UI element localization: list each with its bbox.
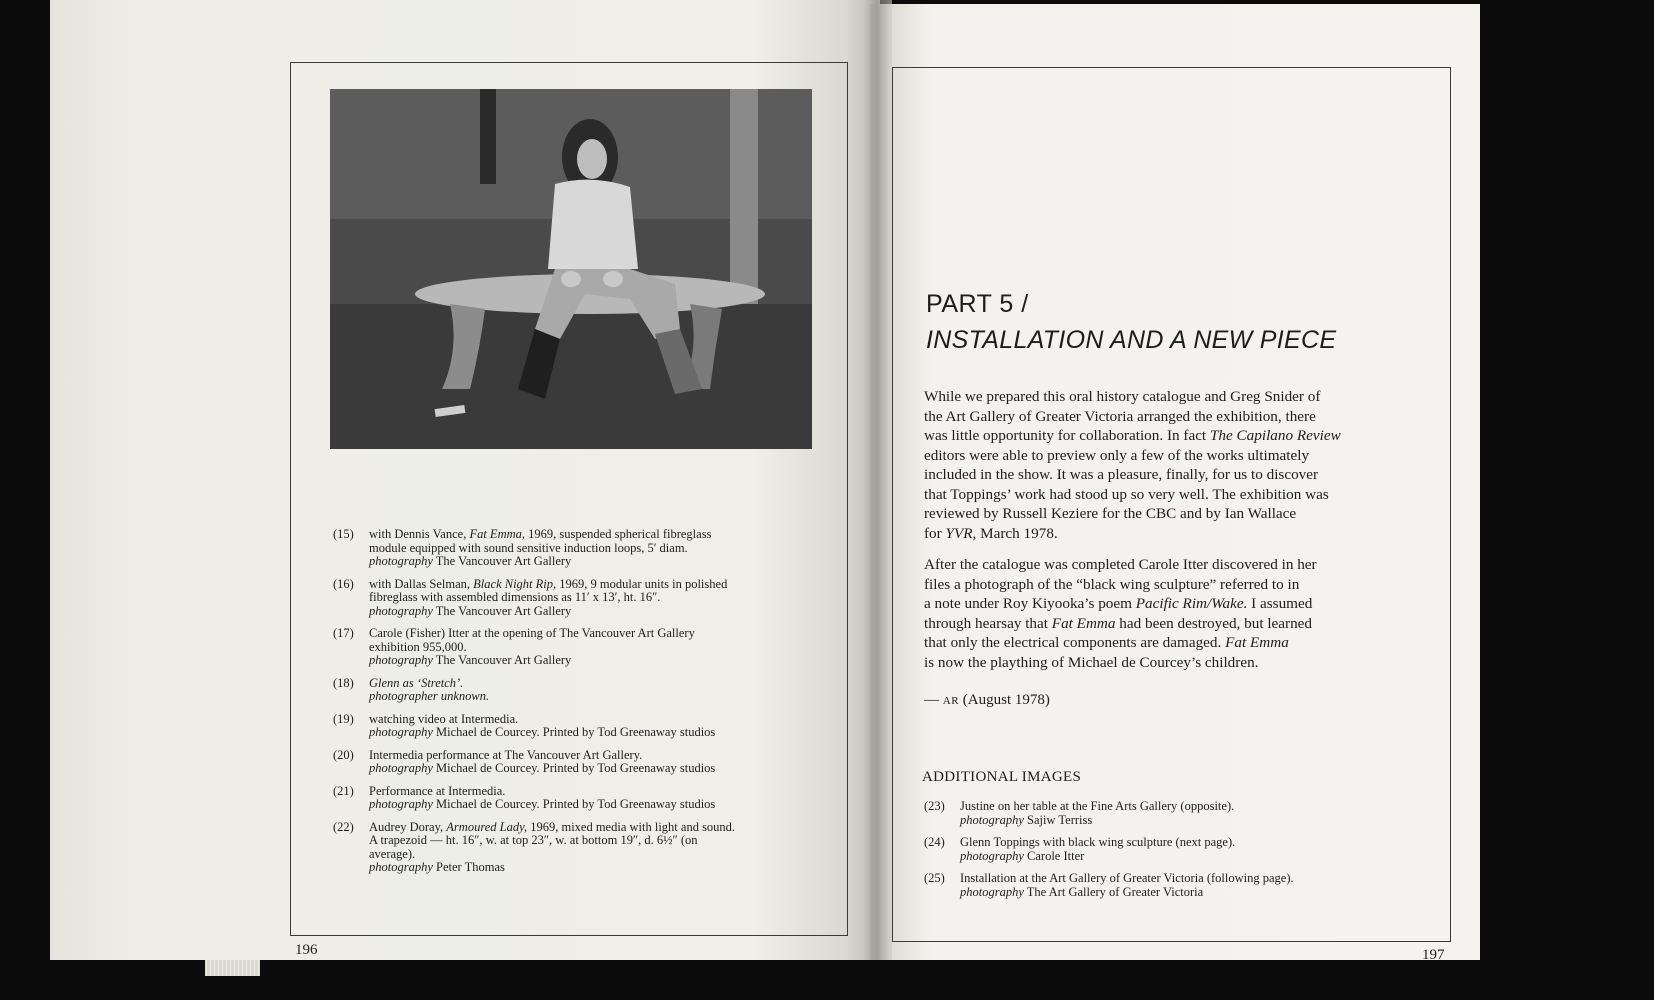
paragraph-line xyxy=(924,594,1414,614)
credit-name: The Vancouver Art Gallery xyxy=(432,554,572,568)
text-run: I assumed xyxy=(1247,595,1313,612)
italic-text: The Capilano Review xyxy=(1209,427,1341,444)
caption-text xyxy=(369,677,823,691)
caption-text: Justine on her table at the Fine Arts Gallery (opposite). xyxy=(960,799,1235,813)
credit-name: Carole Itter xyxy=(1023,848,1085,863)
text-run: Carole (Fisher) Itter at the opening of The Vancouver Art Gallery xyxy=(369,626,695,640)
italic-text: Fat Emma, xyxy=(469,527,526,541)
paragraph-line xyxy=(924,485,1414,505)
text-run: 1969, mixed media with light and sound. xyxy=(527,819,736,834)
text-run: for xyxy=(924,524,946,542)
text-run: Audrey Doray, xyxy=(369,819,447,834)
text-run: is now the plaything of Michael de Courcey’s children. xyxy=(924,653,1259,671)
caption-number: (16) xyxy=(333,576,354,591)
caption-item xyxy=(333,821,823,875)
italic-text: Armoured Lady, xyxy=(446,819,528,834)
signature xyxy=(924,692,1050,709)
text-run: files a photograph of the “black wing sculpture” referred to in xyxy=(924,575,1300,593)
signature-date: (August 1978) xyxy=(962,692,1050,708)
caption-text xyxy=(369,785,823,799)
paragraph-line xyxy=(924,387,1414,407)
credit-label: photographer unknown. xyxy=(369,689,490,703)
caption-item xyxy=(924,836,1394,863)
caption-credit xyxy=(960,886,1394,900)
paragraph-line xyxy=(924,407,1414,427)
text-run: watching video at Intermedia. xyxy=(369,711,519,726)
caption-item xyxy=(333,578,823,619)
credit-label: photography xyxy=(960,848,1024,863)
caption-text xyxy=(369,578,823,592)
credit-label: photography xyxy=(369,653,433,667)
book-spine xyxy=(862,0,892,960)
caption-number: (22) xyxy=(333,819,354,834)
caption-number: (19) xyxy=(333,711,354,726)
caption-number: (21) xyxy=(333,783,354,798)
caption-item xyxy=(333,749,823,776)
text-run: March 1978. xyxy=(976,524,1058,542)
caption-item xyxy=(333,785,823,812)
caption-item xyxy=(333,528,823,569)
right-captions xyxy=(924,800,1394,908)
caption-text xyxy=(369,821,823,835)
paragraph-line xyxy=(924,653,1414,673)
text-run: had been destroyed, but learned xyxy=(1115,614,1313,632)
text-run: Intermedia performance at The Vancouver Art Gallery. xyxy=(369,747,643,762)
text-run: with Dennis Vance, xyxy=(369,527,470,541)
caption-number: (25) xyxy=(924,871,945,885)
caption-credit xyxy=(369,798,823,812)
text-run: Performance at Intermedia. xyxy=(369,783,506,798)
paragraph-line xyxy=(924,633,1414,653)
credit-name: The Art Gallery of Greater Victoria xyxy=(1023,884,1204,899)
credit-label: photography xyxy=(369,725,433,739)
caption-text: average). xyxy=(369,846,416,861)
caption-text xyxy=(369,749,823,763)
credit-name: Peter Thomas xyxy=(432,860,505,874)
paragraph-line xyxy=(924,504,1414,524)
caption-number: (15) xyxy=(333,527,354,541)
caption-credit xyxy=(369,654,823,668)
caption-text: A trapezoid — ht. 16″, w. at top 23″, w. at bottom 19″, d. 6½″ (on xyxy=(369,833,698,847)
caption-item xyxy=(333,713,823,740)
caption-item xyxy=(333,677,823,704)
caption-text: Installation at the Art Gallery of Greater Victoria (following page). xyxy=(960,871,1294,885)
caption-number: (20) xyxy=(333,747,354,762)
credit-label: photography xyxy=(369,603,433,618)
caption-number: (17) xyxy=(333,626,354,640)
text-run: was little opportunity for collaboration. In fact xyxy=(924,427,1210,444)
paragraph-1 xyxy=(924,387,1414,543)
text-run: 1969, 9 modular units in polished xyxy=(556,576,728,591)
left-captions xyxy=(333,528,823,884)
caption-item xyxy=(924,872,1394,899)
caption-text xyxy=(369,528,823,542)
caption-text xyxy=(369,627,823,641)
additional-images-heading: ADDITIONAL IMAGES xyxy=(922,769,1082,785)
text-run: 1969, suspended spherical fibreglass xyxy=(525,527,712,541)
italic-text: Black Night Rip, xyxy=(473,576,557,591)
caption-credit xyxy=(369,605,823,619)
credit-name: The Vancouver Art Gallery xyxy=(432,603,572,618)
italic-text: YVR, xyxy=(945,524,977,542)
page-number-right: 197 xyxy=(1422,947,1445,963)
caption-number: (18) xyxy=(333,675,354,690)
italic-text: Pacific Rim/Wake. xyxy=(1135,595,1248,612)
credit-name: Michael de Courcey. Printed by Tod Greenaway studios xyxy=(432,797,716,811)
credit-name: Sajiw Terriss xyxy=(1023,812,1093,827)
text-run: that Toppings’ work had stood up so very well. The exhibition was xyxy=(924,485,1329,503)
credit-label: photography xyxy=(960,812,1024,827)
caption-number: (24) xyxy=(924,835,945,849)
text-run: with Dallas Selman, xyxy=(369,576,474,591)
paragraph-line xyxy=(924,555,1414,575)
signature-initials: AR xyxy=(942,695,960,707)
text-run: through hearsay that xyxy=(924,614,1052,632)
caption-text: exhibition 955,000. xyxy=(369,639,467,654)
signature-dash: — xyxy=(924,692,939,708)
text-run: After the catalogue was completed Carole Itter discovered in her xyxy=(924,556,1317,573)
caption-item xyxy=(924,800,1394,827)
part-heading: PART 5 / xyxy=(926,290,1029,318)
caption-credit xyxy=(369,861,823,875)
credit-label: photography xyxy=(369,554,433,568)
caption-text: module equipped with sound sensitive induction loops, 5′ diam. xyxy=(369,540,688,555)
caption-credit xyxy=(960,850,1394,864)
paragraph-line xyxy=(924,465,1414,485)
italic-text: Fat Emma xyxy=(1225,634,1289,651)
caption-credit xyxy=(960,814,1394,828)
caption-text: Glenn Toppings with black wing sculpture (next page). xyxy=(960,835,1236,849)
paragraph-line xyxy=(924,446,1414,466)
credit-name: The Vancouver Art Gallery xyxy=(432,653,572,667)
paragraph-line xyxy=(924,524,1414,544)
paragraph-line xyxy=(924,575,1414,595)
photograph xyxy=(330,89,812,449)
caption-credit xyxy=(369,690,823,704)
caption-credit xyxy=(369,726,823,740)
paragraph-line xyxy=(924,426,1414,446)
text-run: that only the electrical components are damaged. xyxy=(924,634,1226,651)
text-run: a note under Roy Kiyooka’s poem xyxy=(924,595,1136,612)
text-run: included in the show. It was a pleasure, finally, for us to discover xyxy=(924,466,1319,483)
text-run: reviewed by Russell Keziere for the CBC and by Ian Wallace xyxy=(924,505,1297,522)
italic-text: Glenn as ‘Stretch’. xyxy=(369,675,464,690)
text-run: editors were able to preview only a few of the works ultimately xyxy=(924,446,1310,464)
caption-text: fibreglass with assembled dimensions as 11′ x 13′, ht. 16″. xyxy=(369,590,661,604)
page-number-left: 196 xyxy=(295,942,318,958)
caption-credit xyxy=(369,555,823,569)
caption-item xyxy=(333,627,823,668)
credit-name: Michael de Courcey. Printed by Tod Greenaway studios xyxy=(432,761,716,775)
text-run: While we prepared this oral history catalogue and Greg Snider of xyxy=(924,388,1321,405)
paragraph-line xyxy=(924,614,1414,634)
credit-label: photography xyxy=(369,761,433,775)
credit-label: photography xyxy=(369,797,433,811)
caption-text xyxy=(369,713,823,727)
caption-credit xyxy=(369,762,823,776)
credit-name: Michael de Courcey. Printed by Tod Greenaway studios xyxy=(432,725,716,739)
text-run: the Art Gallery of Greater Victoria arranged the exhibition, there xyxy=(924,407,1316,425)
section-title: INSTALLATION AND A NEW PIECE xyxy=(926,326,1337,354)
paragraph-2 xyxy=(924,555,1414,672)
credit-label: photography xyxy=(369,860,433,874)
italic-text: Fat Emma xyxy=(1051,614,1116,632)
caption-number: (23) xyxy=(924,799,945,813)
credit-label: photography xyxy=(960,884,1024,899)
